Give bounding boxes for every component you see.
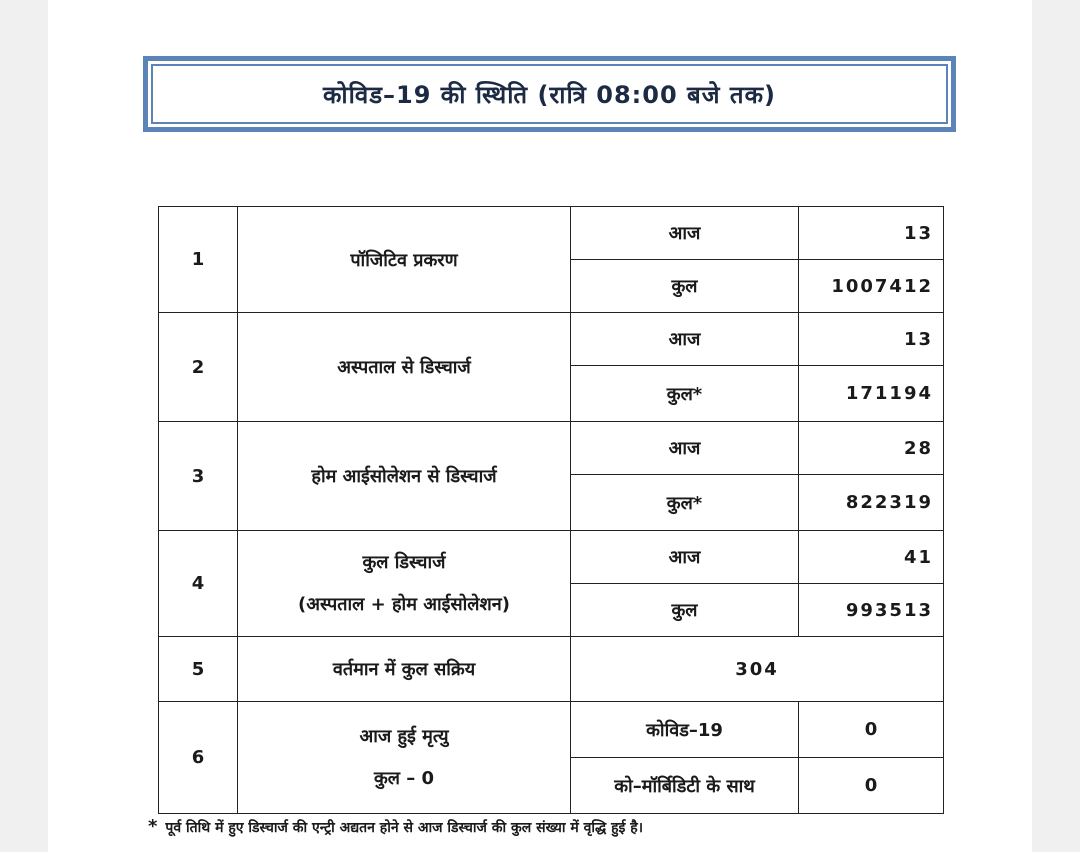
- value-cell: 993513: [799, 584, 944, 637]
- row-label: अस्पताल से डिस्चार्ज: [238, 313, 571, 422]
- value-cell: 1007412: [799, 260, 944, 313]
- serial-number: 2: [159, 313, 238, 422]
- row-label: पॉजिटिव प्रकरण: [238, 207, 571, 313]
- sub-label: आज: [571, 313, 799, 366]
- title-box: [143, 56, 956, 132]
- sub-label: कुल: [571, 584, 799, 637]
- row-label: वर्तमान में कुल सक्रिय: [238, 637, 571, 702]
- serial-number: 1: [159, 207, 238, 313]
- sub-label: आज: [571, 207, 799, 260]
- document-page: [48, 0, 1032, 852]
- serial-number: 3: [159, 422, 238, 531]
- value-cell: 0: [799, 758, 944, 814]
- value-cell: 0: [799, 702, 944, 758]
- sub-label: आज: [571, 422, 799, 475]
- page-title: कोविड–19 की स्थिति (रात्रि 08:00 बजे तक): [323, 80, 776, 109]
- table-row: [159, 637, 944, 702]
- row-label-line1: आज हुई मृत्यु: [359, 725, 449, 747]
- value-cell: 41: [799, 531, 944, 584]
- table-row: [159, 531, 944, 584]
- sub-label: कुल*: [571, 475, 799, 531]
- value-cell: 28: [799, 422, 944, 475]
- row-label-line2: (अस्पताल + होम आईसोलेशन): [298, 593, 510, 615]
- table-row: [159, 313, 944, 366]
- serial-number: 4: [159, 531, 238, 637]
- sub-label: कुल: [571, 260, 799, 313]
- table-row: [159, 207, 944, 260]
- value-cell: 822319: [799, 475, 944, 531]
- sub-label: कोविड–19: [571, 702, 799, 758]
- sub-label: आज: [571, 531, 799, 584]
- serial-number: 5: [159, 637, 238, 702]
- footnote-text: पूर्व तिथि में हुए डिस्चार्ज की एन्ट्री अद्यतन होने से आज डिस्चार्ज की कुल संख्या में वृद्धि हुई है।: [165, 820, 644, 836]
- footnote: [148, 816, 643, 837]
- table-row: [159, 422, 944, 475]
- sub-label: को–मॉर्बिडिटी के साथ: [571, 758, 799, 814]
- value-cell: 13: [799, 313, 944, 366]
- table-row: [159, 702, 944, 758]
- covid-status-table: [158, 206, 944, 814]
- sub-label: कुल*: [571, 366, 799, 422]
- row-label: [238, 702, 571, 814]
- row-label: [238, 531, 571, 637]
- serial-number: 6: [159, 702, 238, 814]
- value-cell: 13: [799, 207, 944, 260]
- footnote-asterisk: *: [148, 816, 158, 837]
- row-label-line1: कुल डिस्चार्ज: [362, 551, 446, 573]
- row-label-line2: कुल – 0: [373, 767, 435, 789]
- title-inner-border: [151, 64, 948, 124]
- row-label: होम आईसोलेशन से डिस्चार्ज: [238, 422, 571, 531]
- value-cell: 171194: [799, 366, 944, 422]
- active-value-cell: 304: [571, 637, 944, 702]
